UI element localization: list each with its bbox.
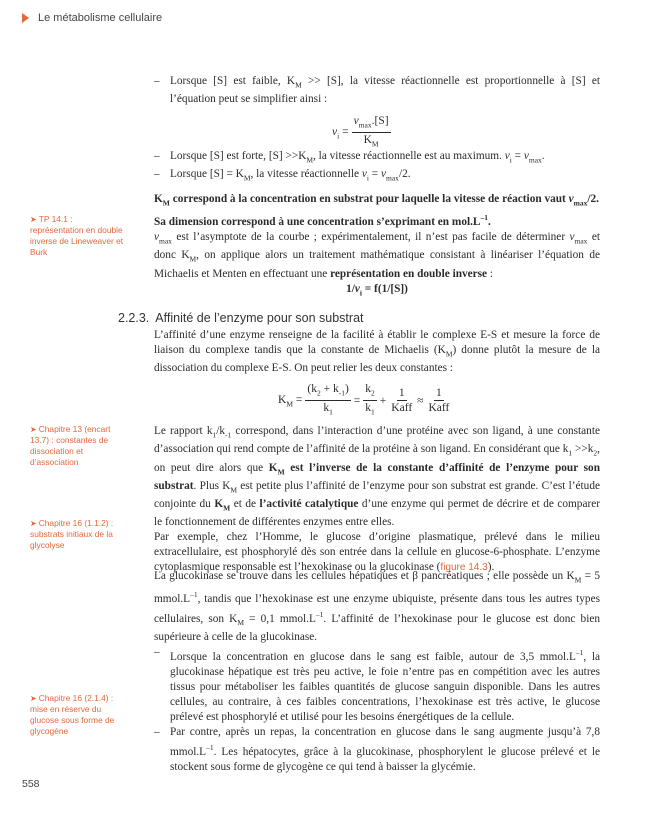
chevron-right-icon: ➤ <box>30 519 37 528</box>
bullet-after-meal: – Par contre, après un repas, la concentration en glucose dans le sang augmente jusqu’à 7,8 $mmol.L^{-1}$. Les hépatocytes, grâce à la glucokinase, phosphorylent le glucose prélevé et le stockent sous forme de glycogène ce qui tend à baisser la glycémie. <box>154 725 600 775</box>
top-bullets <box>154 74 600 107</box>
margin-note-tp[interactable]: ➤ TP 14.1 : représentation en double inverse de Lineweaver et Burk <box>30 214 124 257</box>
chevron-right-icon: ➤ <box>30 215 37 224</box>
section-title: 2.2.3. Affinité de l’enzyme pour son substrat <box>118 311 364 325</box>
running-head-title: Le métabolisme cellulaire <box>38 12 163 24</box>
example-paragraph: Par exemple, chez l’Homme, le glucose d’origine plasmatique, prélevé dans le milieu extracellulaire, est phosphorylé dès son entrée dans la cellule en glucose-6-phosphate. L’enzyme cytoplasmique responsable est l’hexokinase ou la glucokinase (figure 14.3). <box>154 531 600 574</box>
km-definition-block <box>154 192 600 300</box>
margin-note-chapitre-13[interactable]: ➤ Chapitre 13 (encart 13.7) : constantes de dissociation et d’association <box>30 424 111 467</box>
triangle-marker-icon <box>22 13 29 23</box>
bullet-equal-substrate: – Lorsque $[S] = K_M$, la vitesse réactionnelle $v_i = v_{max}/2$. <box>154 167 600 185</box>
formula-vi: $v_i$ = $\frac{v_{max}.[S]}{K_M}$ <box>332 115 389 149</box>
ratio-paragraph: Le rapport $k_1/k_{-1}$ correspond, dans l’interaction d’une protéine avec son ligand, à une constante d’association qui rend compte de l’affinité de la protéine à son ligand. En considérant que $k_1 >>k_2$, on peut dire alors que $K_M$ est l’inverse de la constante d’affinité de l’enzyme pour son substrat. Plus $K_M$ est petite plus l’affinité de l’enzyme pour son substrat est grande. C’est l’étude conjointe du $K_M$ et de l’activité catalytique d’une enzyme qui permet de décrire et de comparer le fonctionnement de différentes enzymes entre elles. <box>154 425 600 529</box>
ratio-block <box>154 424 600 575</box>
margin-note-chapitre-16-glycogene[interactable]: ➤ Chapitre 16 (2.1.4) : mise en réserve du glucose sous forme de glycogène <box>30 693 115 736</box>
glucokinase-block <box>154 569 600 775</box>
chevron-right-icon: ➤ <box>30 425 37 434</box>
bullet-low-substrate: – Lorsque [S] est faible, $K_M >> [S]$, la vitesse réactionnelle est proportionnelle à [S] et l’équation peut se simplifier ainsi : <box>154 74 600 107</box>
bullets-high-substrate <box>154 149 600 186</box>
formula-km: $K_M$ = $\frac{(k_2 + k_{-1})}{k_1}$ = $\frac{k_2}{k_1}$ + $\frac{1}{\text{Kaff}}$ ≈ $\frac{1}{\text{Kaff}}$ <box>278 383 450 417</box>
margin-note-chapitre-16-glycolyse[interactable]: ➤ Chapitre 16 (1.1.2) : substrats initiaux de la glycolyse <box>30 518 114 550</box>
affinity-paragraph: L’affinité d’une enzyme renseigne de la facilité à établir le complexe E-S et mesure la force de liaison du complexe tandis que la constante de Michaelis $(K_M)$ donne plutôt la mesure de la dissociation du complexe E-S. On peut relier les deux constantes : <box>154 329 600 375</box>
km-definition: $K_M$ correspond à la concentration en substrat pour laquelle la vitesse de réaction vaut $v_{max}/2$. <box>154 193 600 208</box>
glucokinase-paragraph: La glucokinase se trouve dans les cellules hépatiques et β pancréatiques ; elle possède un $K_M = 5$ $mmol.L^{-1}$, tandis que l’hexokinase est une enzyme ubiquiste, présente dans tous les autres types cellulaires, son $K_M = 0,1$ $mmol.L^{-1}$. L’affinité de l’hexokinase pour le glucose est donc bien supérieure à celle de la glucokinase. <box>154 570 601 644</box>
affinity-intro <box>154 328 600 376</box>
km-dimension: Sa dimension correspond à une concentration s’exprimant en $mol.L^{-1}$. <box>154 213 491 229</box>
running-head <box>0 10 162 26</box>
page-number: 558 <box>22 778 40 790</box>
chevron-right-icon: ➤ <box>30 694 37 703</box>
bullet-high-substrate: – Lorsque [S] est forte, $[S] >>K_M$, la vitesse réactionnelle est au maximum. $v_i = v_{max}$. <box>154 149 600 167</box>
figure-link[interactable]: figure 14.3 <box>440 562 488 574</box>
bullet-low-glucose: – Lorsque la concentration en glucose dans le sang est faible, autour de 3,5 $mmol.L^{-1}$, la glucokinase hépatique est très peu active, le foie n’entre pas en compétition avec les autres tissus pour métaboliser les faibles quantités de glucose sanguin disponible. Dans les autres cellules, au contraire, à ces faibles concentrations, l’hexokinase est très active, le glucose prélevé est phosphorylé et utilisé pour les besoins énergétiques de la cellule. <box>154 645 600 725</box>
vmax-paragraph: $v_{max}$ est l’asymptote de la courbe ; expérimentalement, il n’est pas facile de déterminer $v_{max}$ et donc $K_M$, on applique alors un traitement mathématique consistant à linéariser l’équation de Michaelis et Menten en effectuant une représentation en double inverse : <box>154 231 600 280</box>
double-inverse-formula: $1/v_i = f(1/[S])$ <box>346 282 408 297</box>
